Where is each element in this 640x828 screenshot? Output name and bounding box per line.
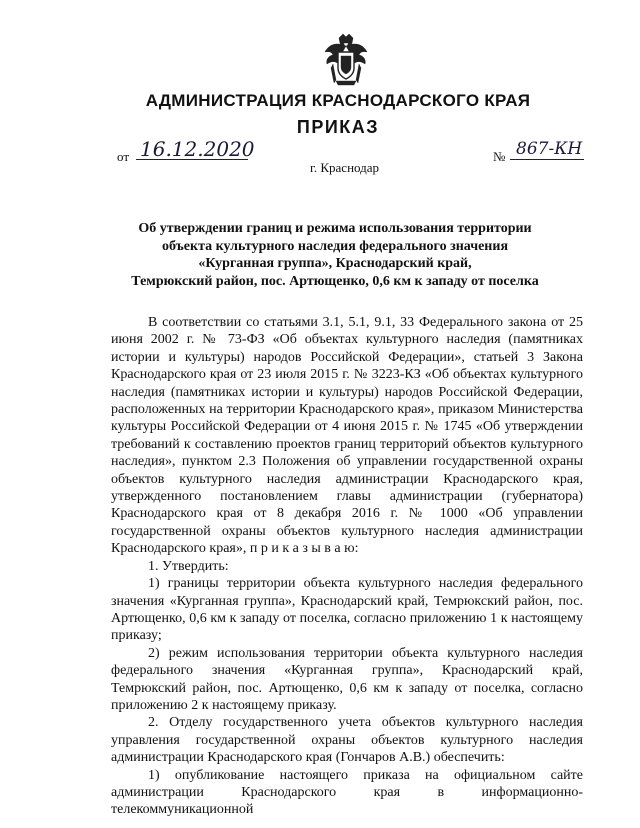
number-label: № [493, 149, 506, 164]
document-title [100, 220, 570, 290]
document-type: ПРИКАЗ [296, 117, 380, 137]
date-label: от [117, 149, 130, 164]
organization-name: АДМИНИСТРАЦИЯ КРАСНОДАРСКОГО КРАЯ [145, 91, 531, 110]
date-field: 16.12.2020 [136, 139, 248, 160]
number-field: 867-КН [510, 139, 584, 160]
city-label: г. Краснодар [310, 160, 380, 175]
body-paragraph: 1) границы территории объекта культурного наследия федерального значения «Курганная группа», Краснодарский край, Темрюкский район, пос. Артющенко, 0,6 км к западу от поселка, согласно приложению 1 к настоящему приказу; [111, 576, 583, 644]
title-line: Темрюкский район, пос. Артющенко, 0,6 км к западу от поселка [131, 273, 539, 289]
body-paragraph: 1. Утвердить: [148, 558, 229, 574]
title-line: Об утверждении границ и режима использования территории [138, 221, 532, 236]
body-paragraph: 2. Отделу государственного учета объектов культурного наследия управления государственной охраны объектов культурного наследия администрации Краснодарского края (Гончаров А.В.) обеспечить: [111, 715, 583, 766]
body-paragraph: 1) опубликование настоящего приказа на официальном сайте администрации Краснодарского края в информационно-телекоммуникационной [111, 767, 583, 818]
title-line: «Курганная группа», Краснодарский край, [198, 256, 472, 271]
coat-of-arms-icon [323, 34, 369, 86]
document-body [111, 314, 583, 819]
body-paragraph: 2) режим использования территории объекта культурного наследия федерального значения «Курганная группа», Краснодарский край, Темрюкский район, пос. Артющенко, 0,6 км к западу от поселка, согласно приложению 2 к настоящему приказу. [111, 645, 583, 713]
body-paragraph: В соответствии со статьями 3.1, 5.1, 9.1, 33 Федерального закона от 25 июня 2002 г. № 73-ФЗ «Об объектах культурного наследия (памятниках истории и культуры) народов Российской Федерации», статьей 3 Закона Краснодарского края от 23 июля 2015 г. № 3223-КЗ «Об объектах культурного наследия (памятниках истории и культуры) народов Российской Федерации, расположенных на территории Краснодарского края», приказом Министерства культуры Российской Федерации от 4 июня 2015 г. № 1745 «Об утверждении требований к составлению проектов границ территорий объектов культурного наследия», пунктом 2.3 Положения об управлении государственной охраны объектов культурного наследия администрации Краснодарского края, утвержденного постановлением главы администрации (губернатора) Краснодарского края от 8 декабря 2016 г. № 1000 «Об управлении государственной охраны объектов культурного наследия администрации Краснодарского края», п р и к а з ы в а ю: [111, 315, 583, 557]
title-line: объекта культурного наследия федерального значения [161, 238, 509, 254]
